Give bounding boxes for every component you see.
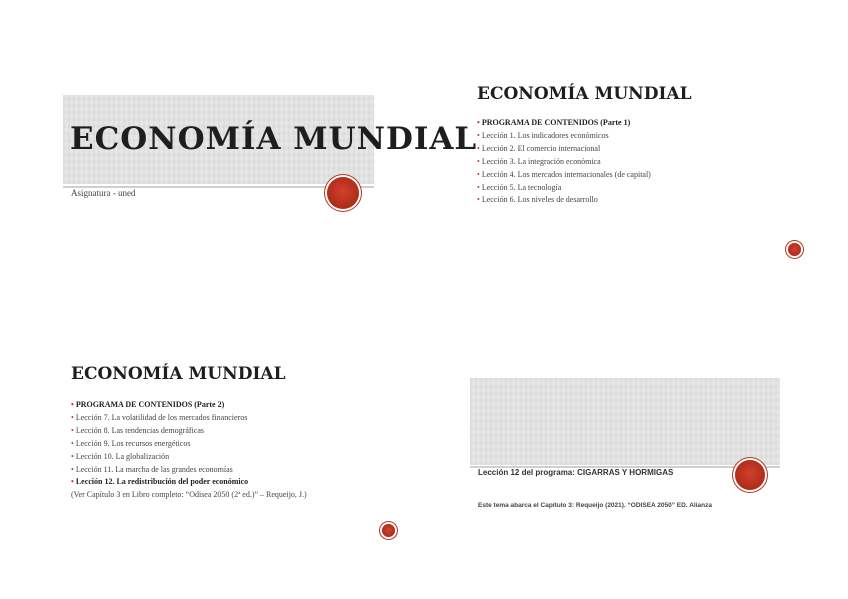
slide-1-subtitle: Asignatura - uned	[71, 188, 136, 198]
slide-3-list	[71, 399, 307, 502]
slide-3-note: (Ver Capítulo 3 en Libro completo: “Odisea 2050 (2ª ed.)” – Requeijo, J.)	[71, 490, 307, 500]
list-item: • Lección 11. La marcha de las grandes economías	[71, 464, 233, 474]
slide-1-accent-circle	[327, 177, 359, 209]
list-item: • Lección 9. Los recursos energéticos	[71, 438, 191, 448]
list-item: • PROGRAMA DE CONTENIDOS (Parte 1)	[477, 118, 631, 127]
slide-1-title: ECONOMÍA MUNDIAL	[70, 121, 478, 157]
list-item: • Lección 3. La integración económica	[477, 156, 601, 166]
list-item: • Lección 7. La volatilidad de los mercados financieros	[71, 412, 248, 422]
list-item: • Lección 6. Los niveles de desarrollo	[477, 195, 598, 205]
slide-4-banner	[470, 378, 780, 465]
list-item: • Lección 1. Los indicadores económicos	[477, 130, 609, 140]
slide-2-title: ECONOMÍA MUNDIAL	[477, 84, 692, 104]
slide-3-accent-circle	[382, 524, 395, 537]
list-item: • PROGRAMA DE CONTENIDOS (Parte 2)	[71, 400, 225, 409]
list-item: • Lección 2. El comercio internacional	[477, 143, 601, 153]
slide-2-accent-circle	[788, 243, 801, 256]
list-item: • Lección 8. Las tendencias demográficas	[71, 425, 204, 435]
slide-4-accent-circle	[735, 460, 765, 490]
list-item: • Lección 5. La tecnología	[477, 182, 562, 192]
slide-4-note: Este tema abarca el Capítulo 3: Requeijo (2021). “ODISEA 2050” ED. Alianza	[478, 502, 712, 509]
list-item: • Lección 12. La redistribución del poder económico	[71, 477, 249, 487]
slide-2-list	[477, 117, 651, 207]
list-item: • Lección 10. La globalización	[71, 451, 170, 461]
slide-3-title: ECONOMÍA MUNDIAL	[71, 364, 286, 384]
slide-4-heading: Lección 12 del programa: CIGARRAS Y HORMIGAS	[478, 468, 674, 477]
list-item: • Lección 4. Los mercados internacionales (de capital)	[477, 169, 651, 179]
